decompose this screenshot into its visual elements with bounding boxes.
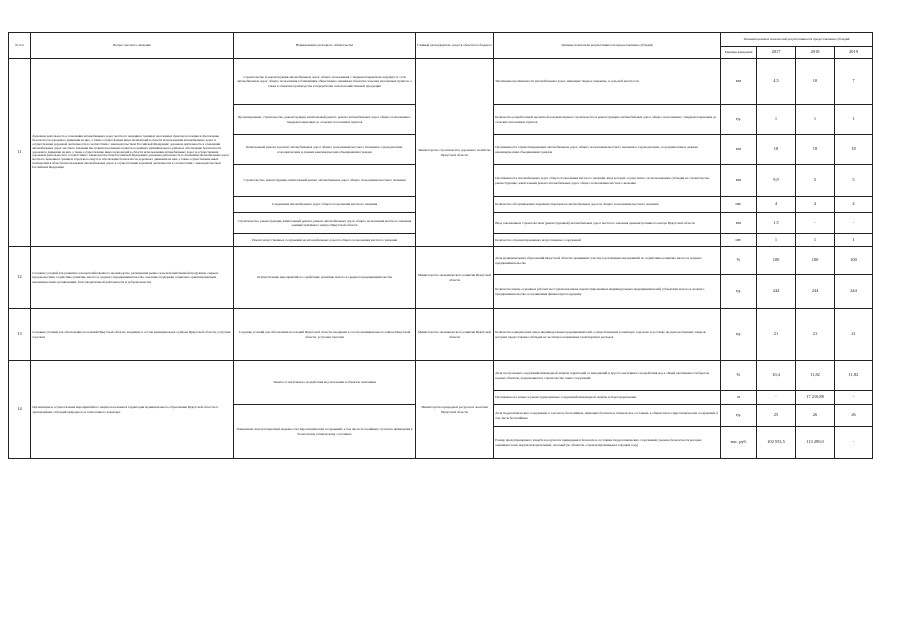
value-2019: - <box>835 427 873 459</box>
value-2018: 244 <box>796 275 835 309</box>
header-indicators: Целевые показатели результативности предоставления субсидий <box>494 33 721 59</box>
value-2017: 244 <box>757 275 796 309</box>
indicator-cell: Доля гидротехнических сооружений, в том числе бесхозяйных, имеющих безопасное техническое состояние, в общем числе гидротехнических сооружений, в том числе бесхозяйных <box>494 405 721 427</box>
value-2017: 21 <box>757 309 796 361</box>
issue-cell: Организация и осуществление мероприятий по защите населения и территории муниципального образования Иркутской области от чрезвычайных ситуаций природного и техногенного характера <box>31 361 234 459</box>
indicator-cell: Протяженность автомобильных дорог общего пользования местного значения, ввод которых осуществлен с использованием субсидии на строительство, реконструкцию, капитальный ремонт автомобильных дорог общего пользования местного значения <box>494 165 721 197</box>
value-2017: 18 <box>757 135 796 165</box>
obligation-cell: Капитальный ремонт и ремонт автомобильных дорог общего пользования местного значения к садоводческим, огородническим и дачным некоммерческим объединениям граждан <box>234 135 416 165</box>
unit-cell: ед. <box>721 275 757 309</box>
header-year: 2018 <box>796 47 835 59</box>
issue-cell: Создание условий для обеспечения поселений Иркутской области, входящих в состав муниципального района Иркутской области, услугами торговли <box>31 309 234 361</box>
table-row <box>9 309 873 361</box>
unit-cell: тыс. руб. <box>721 427 757 459</box>
value-2019: 244 <box>835 275 873 309</box>
manager-cell: Министерство экономического развития Иркутской области <box>416 309 494 361</box>
indicator-cell: Доля муниципальных образований Иркутской области, принявших участие в реализации мероприятий по содействию развитию малого и среднего предпринимательства <box>494 247 721 275</box>
header-year: 2017 <box>757 47 796 59</box>
manager-cell: Министерство строительства, дорожного хозяйства Иркутской области <box>416 59 494 247</box>
header-manager: Главный распорядитель средств областного бюджета <box>416 33 494 59</box>
value-2018: 100 <box>796 247 835 275</box>
value-2017: 25 <box>757 405 796 427</box>
indicator-cell: Количество вновь созданных рабочих мест (включая вновь зарегистрированных индивидуальных предпринимателей) субъектами малого и среднего предпринимательства, получившими финансовую поддержку <box>494 275 721 309</box>
value-2018: 26 <box>796 405 835 427</box>
indicator-cell: Протяженность отремонтированных автомобильных дорог общего пользования местного значения к садоводческим, огородническим и дачным некоммерческим объединениям граждан <box>494 135 721 165</box>
issue-cell: Создание условий для развития сельскохозяйственного производства, расширения рынка сельскохозяйственной продукции, сырья и продовольствия, содействие развитию малого и среднего предпринимательства, оказание поддержки социально ориентированным некоммерческим организациям, благотворительной деятельности и добровольчеству <box>31 247 234 309</box>
obligation-cell: Строительство и реконструкция автомобильных дорог общего пользования с твердым покрытием, ведущих от сети автомобильных дорог общего пользования к ближайшим общественно значимым объектам сельских населенных пунктов, а также к объектам производства и переработки сельскохозяйственной продукции <box>234 59 416 105</box>
row-number: 11 <box>9 59 31 247</box>
table-header-row <box>9 33 873 47</box>
value-2018: 10 <box>796 59 835 105</box>
header-num: № п/п <box>9 33 31 59</box>
value-2019: - <box>835 213 873 234</box>
obligation-cell: Строительство, реконструкция, капитальный ремонт автомобильных дорог общего пользования местного значения <box>234 165 416 197</box>
value-2017: 9,9 <box>757 165 796 197</box>
value-2019: 18 <box>835 135 873 165</box>
value-2019: 4 <box>835 197 873 213</box>
unit-cell: ед. <box>721 105 757 135</box>
value-2017: 102 553,5 <box>757 427 796 459</box>
header-unit: Единица измерения <box>721 47 757 59</box>
value-2018: 5 <box>796 165 835 197</box>
obligation-cell: Повышение эксплуатационной надежности гидротехнических сооружений, в том числе бесхозяйных, путем их приведения к безопасному техническому состоянию <box>234 405 416 459</box>
value-2018: 4 <box>796 197 835 213</box>
value-2017: 4,5 <box>757 59 796 105</box>
value-2018: 1 <box>796 105 835 135</box>
value-2017: 1,5 <box>757 213 796 234</box>
value-2019: 5 <box>835 165 873 197</box>
value-2017: 4 <box>757 197 796 213</box>
value-2019: 26 <box>835 405 873 427</box>
value-2019: 1 <box>835 234 873 247</box>
targets-table <box>8 32 873 459</box>
value-2018: 18 <box>796 135 835 165</box>
obligation-cell: Ремонт искусственных сооружений на автомобильных дорогах общего пользования местного значения <box>234 234 416 247</box>
obligation-cell: Проектирование, строительство, реконструкция, капитальный ремонт, ремонт автомобильных дорог общего пользования с твердым покрытием до сельских населенных пунктов <box>234 105 416 135</box>
unit-cell: шт. <box>721 197 757 213</box>
unit-cell: м <box>721 391 757 405</box>
unit-cell: % <box>721 361 757 391</box>
row-number: 14 <box>9 361 31 459</box>
value-2018: 17 210,88 <box>796 391 835 405</box>
unit-cell: шт. <box>721 234 757 247</box>
unit-cell: км <box>721 165 757 197</box>
obligation-cell: Осуществление мероприятий по содействию развитию малого и среднего предпринимательства <box>234 247 416 309</box>
value-2017: 100 <box>757 247 796 275</box>
value-2019: 7 <box>835 59 873 105</box>
value-2018: 1 <box>796 234 835 247</box>
value-2019: 1 <box>835 105 873 135</box>
value-2018: 113 290,0 <box>796 427 835 459</box>
header-obligation: Наименование расходного обязательства <box>234 33 416 59</box>
obligation-cell: Строительство, реконструкция, капитальный ремонт, ремонт автомобильных дорог общего пользования местного значения административного центра Иркутской области <box>234 213 416 234</box>
indicator-cell: Количество обслуживаемых паромных переправ на автомобильных дорогах общего пользования местного значения <box>494 197 721 213</box>
value-2018: 21 <box>796 309 835 361</box>
unit-cell: ед. <box>721 309 757 361</box>
header-values: Значения целевых показателей результативности предоставления субсидий <box>721 33 873 47</box>
unit-cell: км <box>721 135 757 165</box>
value-2018: 11,82 <box>796 361 835 391</box>
value-2019: 11,82 <box>835 361 873 391</box>
value-2017: 10,4 <box>757 361 796 391</box>
unit-cell: ед. <box>721 405 757 427</box>
row-number: 12 <box>9 247 31 309</box>
unit-cell: % <box>721 247 757 275</box>
obligation-cell: Защита от негативного воздействия вод населения и объектов экономики <box>234 361 416 405</box>
value-2019: 21 <box>835 309 873 361</box>
value-2019: - <box>835 391 873 405</box>
indicator-cell: Количество юридических лиц и индивидуальных предпринимателей, осуществляющих розничную торговлю и доставку продовольственных товаров, которым предоставлена субсидия на частичное возмещение транспортных расходов <box>494 309 721 361</box>
indicator-cell: Размер предотвращенного ущерба в результате приведения в безопасное состояние гидротехнических сооружений, уровень безопасности которых оценивается как неудовлетворительный, опасный (по объектам, отремонтированным в текущем году) <box>494 427 721 459</box>
indicator-cell: Доля построенных сооружений инженерной защиты территорий от наводнений и другого негативного воздействия вод в общей протяженности берегов водных объектов, нуждающихся в строительстве таких сооружений <box>494 361 721 391</box>
obligation-cell: Содержание автомобильных дорог общего пользования местного значения <box>234 197 416 213</box>
indicator-cell: Протяженность новых и реконструированных сооружений инженерной защиты и берегоукрепления <box>494 391 721 405</box>
table-row <box>9 247 873 275</box>
value-2018: - <box>796 213 835 234</box>
unit-cell: км <box>721 59 757 105</box>
value-2017: 1 <box>757 105 796 135</box>
indicator-cell: Увеличение протяженности автомобильных дорог, имеющих твердое покрытие, в сельской местности <box>494 59 721 105</box>
table-row <box>9 59 873 105</box>
header-year: 2019 <box>835 47 873 59</box>
obligation-cell: Создание условий для обеспечения поселений Иркутской области, входящих в состав муниципального района Иркутской области, услугами торговли <box>234 309 416 361</box>
indicator-cell: Ввод законченных строительством (реконструкцией) автомобильных дорог местного значения административного центра Иркутской области <box>494 213 721 234</box>
issue-cell: Дорожная деятельность в отношении автомобильных дорог местного значения в границах населенных пунктов поселения и обеспечение безопасности дорожного движения на них, а также осуществление иных полномочий в области использования автомобильных дорог и осуществления дорожной деятельности в соответствии с законодательством Российской Федерации; дорожная деятельность в отношении автомобильных дорог местного значения вне границ населенных пунктов в границах муниципального района и обеспечение безопасности дорожного движения на них, а также осуществление иных полномочий в области использования автомобильных дорог и осуществления дорожной деятельности в соответствии с законодательством Российской Федерации; дорожная деятельность в отношении автомобильных дорог местного значения в границах городского округа и обеспечение безопасности дорожного движения на них, а также осуществление иных полномочий в области использования автомобильных дорог и осуществления дорожной деятельности в соответствии с законодательством Российской Федерации <box>31 59 234 247</box>
indicator-cell: Количество разработанной проектной документации на строительство и реконструкцию автомобильных дорог общего пользования с твердым покрытием до сельских населенных пунктов <box>494 105 721 135</box>
header-issue: Вопрос местного значения <box>31 33 234 59</box>
unit-cell: км <box>721 213 757 234</box>
table-row <box>9 361 873 391</box>
row-number: 13 <box>9 309 31 361</box>
value-2017: - <box>757 391 796 405</box>
manager-cell: Министерство экономического развития Иркутской области <box>416 247 494 309</box>
indicator-cell: Количество отремонтированных искусственных сооружений <box>494 234 721 247</box>
value-2017: 1 <box>757 234 796 247</box>
manager-cell: Министерство природных ресурсов и экологии Иркутской области <box>416 361 494 459</box>
value-2019: 100 <box>835 247 873 275</box>
